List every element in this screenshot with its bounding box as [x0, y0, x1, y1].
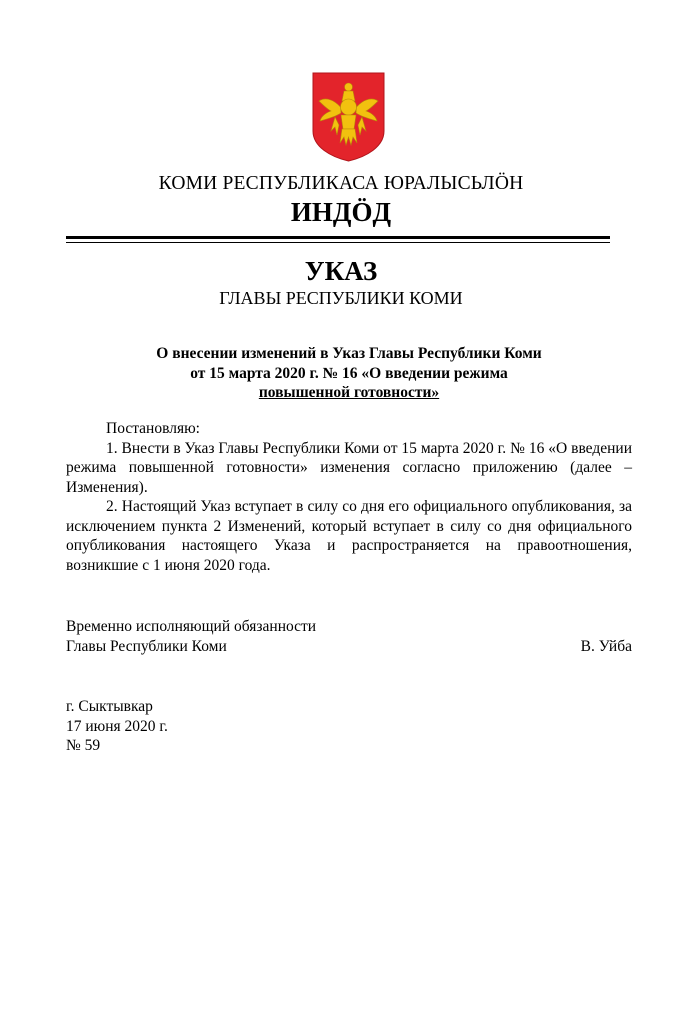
komi-coat-of-arms-icon [311, 71, 386, 163]
document-body [66, 419, 632, 575]
document-issuer: ГЛАВЫ РЕСПУБЛИКИ КОМИ [219, 288, 463, 308]
signer-position-line-1: Временно исполняющий обязанности [66, 618, 317, 635]
document-footer [66, 697, 168, 756]
header-republic-line: КОМИ РЕСПУБЛИКАСА ЮРАЛЫСЬЛÖН [158, 173, 524, 194]
subject-line-2: от 15 марта 2020 г. № 16 «О введении режима [190, 364, 508, 382]
document-type: УКАЗ [304, 256, 378, 286]
signature-block [66, 617, 632, 656]
header-divider-thin [66, 242, 610, 243]
header-title: ИНДÖД [290, 197, 392, 227]
subject-line-3: повышенной готовности» [258, 384, 440, 401]
body-intro: Постановляю: [106, 420, 200, 437]
body-item-1: 1. Внести в Указ Главы Республики Коми от 15 марта 2020 г. № 16 «О введении режима повышенной готовности» изменения согласно приложению (далее – Изменения). [66, 439, 632, 496]
document-subject [66, 344, 632, 403]
footer-date: 17 июня 2020 г. [66, 717, 168, 735]
footer-place: г. Сыктывкар [66, 698, 153, 715]
signer-name: В. Уйба [580, 637, 632, 655]
header-divider-thick [66, 236, 610, 239]
footer-number: № 59 [66, 737, 101, 754]
signer-position-line-2: Главы Республики Коми [66, 637, 227, 655]
body-item-2: 2. Настоящий Указ вступает в силу со дня его официального опубликования, за исключением пункта 2 Изменений, который вступает в силу со дня официального опубликования настоящего Указа и распространяется на правоотношения, возникшие с 1 июня 2020 года. [66, 498, 632, 574]
subject-line-1: О внесении изменений в Указ Главы Республики Коми [156, 345, 542, 362]
